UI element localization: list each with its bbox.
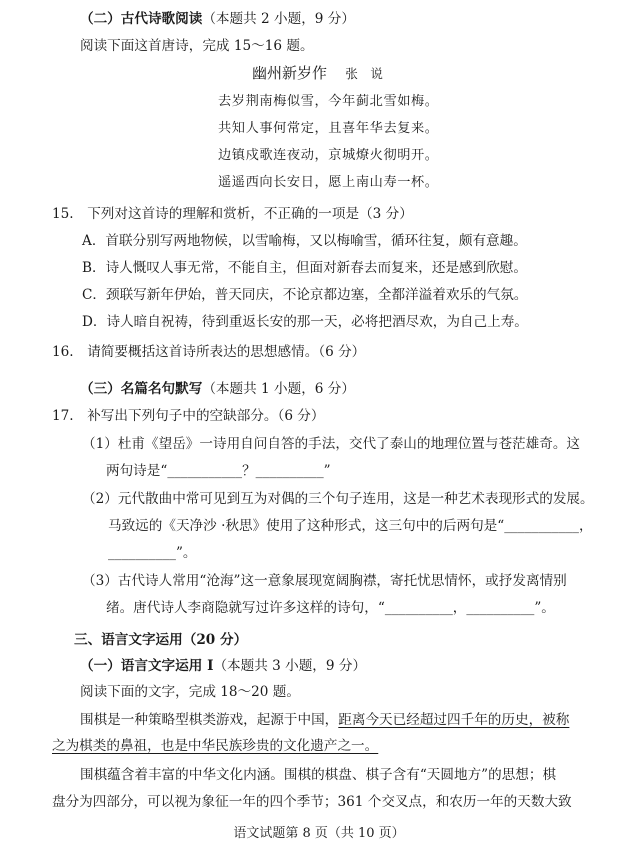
section-heading [80,380,355,398]
answer-option: D．诗人暗自祝祷，待到重返长安的那一天，必将把酒尽欢，为自己上寿。 [82,314,528,330]
question-stem: 15. 下列对这首诗的理解和赏析，不正确的一项是（3 分） [52,206,413,222]
section-note: （本题共 2 小题，9 分） [202,11,355,27]
fill-in-blanks: 两句诗是“___________？__________” [106,463,331,479]
fill-in-item: 马致远的《天净沙 ·秋思》使用了这种形式，这三句中的后两句是“___________， [108,518,593,534]
fill-in-item: （2）元代散曲中常可见到互为对偶的三个句子连用，这是一种艺术表现形式的发展。 [82,491,594,507]
poem-line: 边镇戍歌连夜动，京城燎火彻明开。 [218,148,439,163]
fill-in-blanks: __________”。 [108,545,197,561]
fill-in-item: （1）杜甫《望岳》一诗用自问自答的手法，交代了泰山的地理位置与苍茫雄奇。这 [82,436,581,452]
passage-text: 围棋是一种策略型棋类游戏，起源于中国， [80,712,339,728]
answer-option: A．首联分别写两地物候，以雪喻梅，又以梅喻雪，循环往复，颇有意趣。 [82,233,527,249]
poem-author: 张 说 [345,66,383,81]
section-note: （本题共 1 小题，6 分） [202,381,355,397]
fill-in-blanks: 绪。唐代诗人李商隐就写过许多这样的诗句，“__________，__________”。 [106,600,555,616]
answer-option: C．颈联写新年伊始，普天同庆，不论京都边塞，全都洋溢着欢乐的气氛。 [82,287,528,303]
poem-heading [252,64,383,83]
question-stem: 16. 请简要概括这首诗所表达的思想感情。（6 分） [52,344,366,360]
page-footer: 语文试题第 8 页（共 10 页） [233,826,405,841]
passage-line [80,711,569,729]
poem-line: 遥遥西向长安日，愿上南山寿一杯。 [218,175,439,190]
passage-line [52,737,378,755]
fill-in-item: （3）古代诗人常用“沧海”这一意象展现宽阔胸襟，寄托忧思情怀，或抒发离情别 [82,573,567,589]
poem-line: 去岁荆南梅似雪，今年蓟北雪如梅。 [218,94,439,109]
passage-line: 盘分为四部分，可以视为象征一年的四个季节；361 个交叉点，和农历一年的天数大致 [52,794,572,810]
poem-line: 共知人事何常定，且喜年华去复来。 [218,121,439,136]
section-note: （本题共 3 小题，9 分） [213,658,367,674]
underlined-sentence: 之为棋类的鼻祖，也是中华民族珍贵的文化遗产之一。 [52,738,379,754]
section-heading [80,657,366,675]
section-title: （二）古代诗歌阅读 [80,11,203,27]
part-title: 三、语言文字运用（20 分） [74,632,248,648]
instruction-text: 阅读下面的文字，完成 18～20 题。 [80,684,300,700]
section-title: （一）语言文字运用 I [80,658,214,674]
poem-title: 幽州新岁作 [252,64,328,82]
section-heading [80,10,355,28]
passage-line: 围棋蕴含着丰富的中华文化内涵。围棋的棋盘、棋子含有“天圆地方”的思想；棋 [80,767,557,783]
underlined-sentence: 距离今天已经超过四千年的历史，被称 [338,712,570,728]
instruction-text: 阅读下面这首唐诗，完成 15～16 题。 [80,38,314,54]
answer-option: B．诗人慨叹人事无常，不能自主，但面对新春去而复来，还是感到欣慰。 [82,260,527,276]
question-stem: 17. 补写出下列句子中的空缺部分。（6 分） [52,408,325,424]
section-title: （三）名篇名句默写 [80,381,203,397]
